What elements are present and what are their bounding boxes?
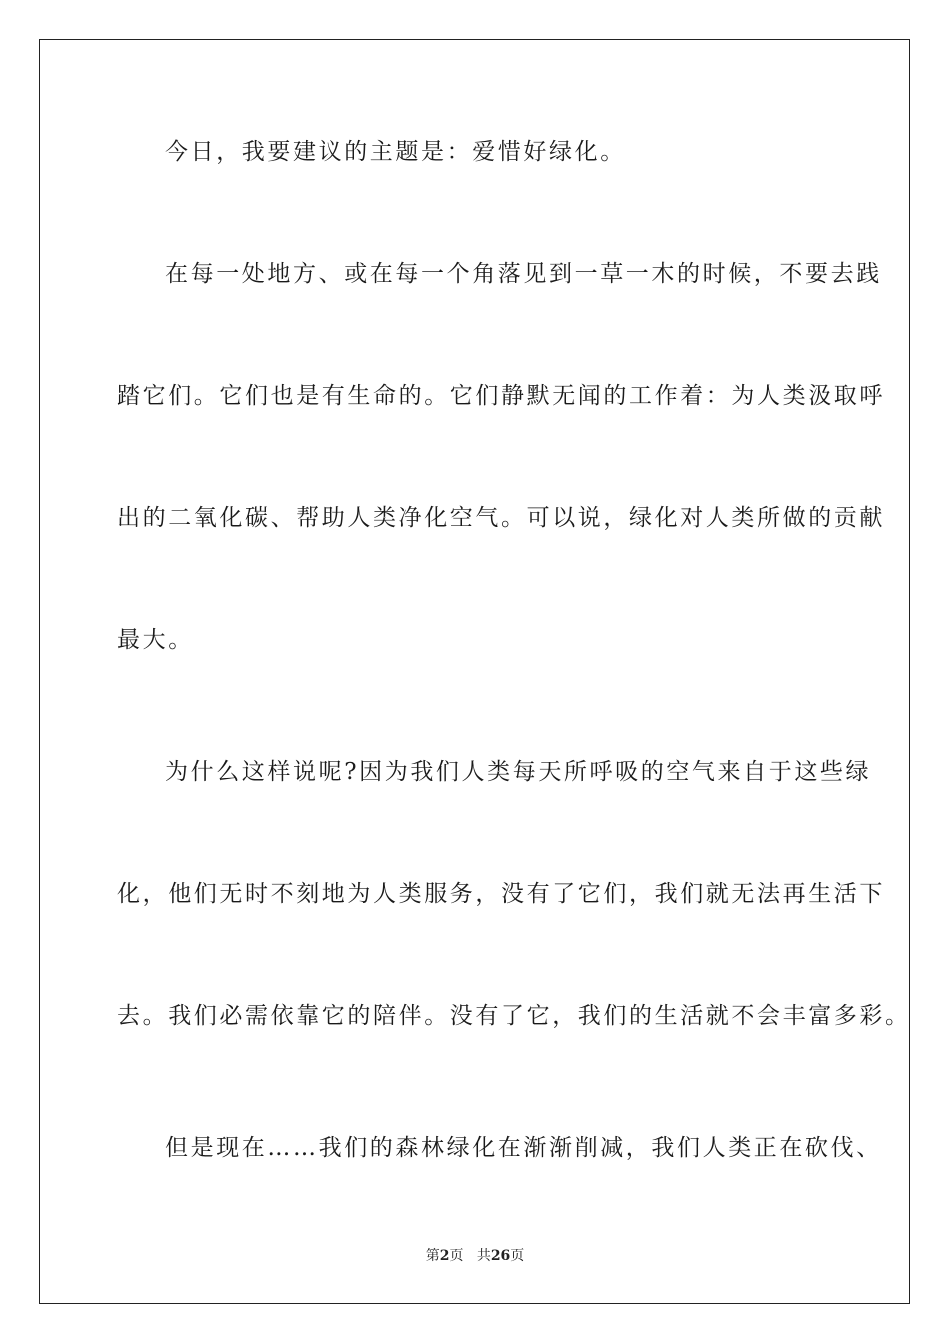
paragraph-line: 出的二氧化碳、帮助人类净化空气。可以说，绿化对人类所做的贡献 bbox=[117, 505, 885, 531]
paragraph-line: 为什么这样说呢?因为我们人类每天所呼吸的空气来自于这些绿 bbox=[165, 759, 872, 785]
paragraph-line: 去。我们必需依靠它的陪伴。没有了它，我们的生活就不会丰富多彩。 bbox=[117, 1003, 911, 1029]
page-footer bbox=[0, 1246, 950, 1266]
paragraph-line: 在每一处地方、或在每一个角落见到一草一木的时候，不要去践 bbox=[165, 261, 882, 287]
paragraph-line: 最大。 bbox=[117, 627, 194, 653]
paragraph-line: 但是现在……我们的森林绿化在渐渐削减，我们人类正在砍伐、 bbox=[165, 1135, 882, 1161]
total-unit: 页 bbox=[510, 1248, 525, 1264]
page-unit: 页 bbox=[449, 1248, 464, 1264]
paragraph-line: 今日，我要建议的主题是：爱惜好绿化。 bbox=[165, 139, 626, 165]
page-total-number: 26 bbox=[490, 1248, 511, 1264]
paragraph-line: 踏它们。它们也是有生命的。它们静默无闻的工作着：为人类汲取呼 bbox=[117, 383, 885, 409]
page-border bbox=[39, 39, 910, 1304]
paragraph-line: 化，他们无时不刻地为人类服务，没有了它们，我们就无法再生活下 bbox=[117, 881, 885, 907]
page-prefix: 第 bbox=[425, 1248, 440, 1264]
page-current-number: 2 bbox=[439, 1248, 450, 1264]
total-prefix: 共 bbox=[476, 1248, 491, 1264]
